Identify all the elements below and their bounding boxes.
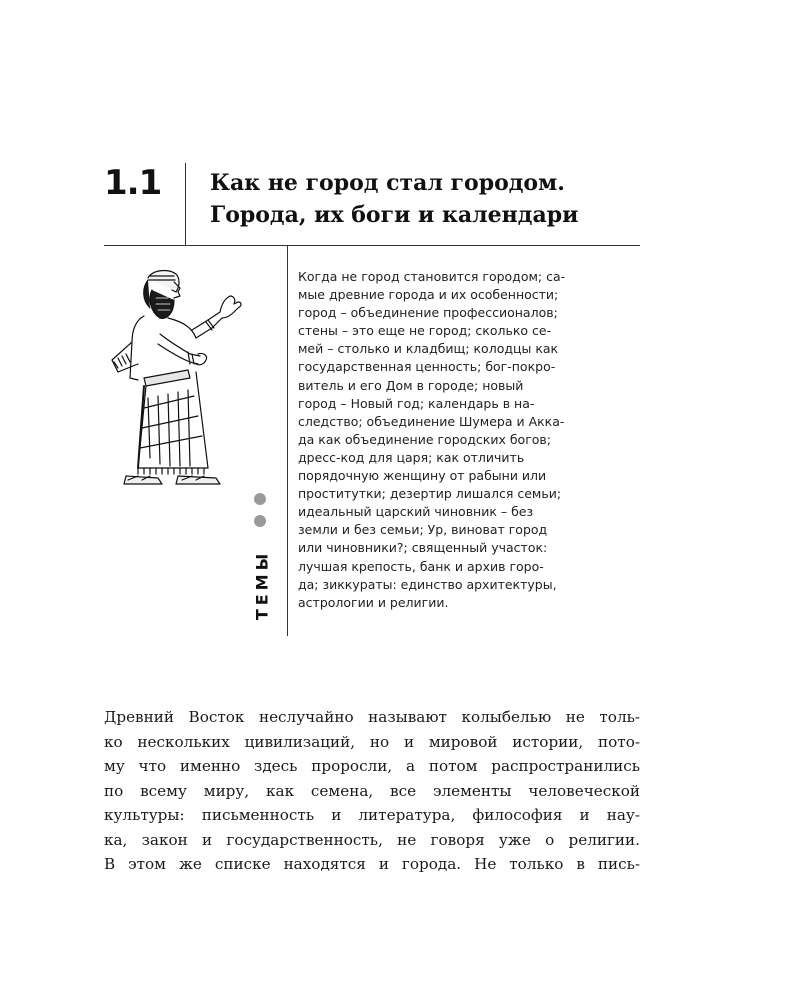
topics-line: проститутки; дезертир лишался семьи; bbox=[298, 486, 562, 502]
topics-line: государственная ценность; бог-покро- bbox=[298, 359, 556, 375]
topics-line: дресс-код для царя; как отличить bbox=[298, 449, 525, 465]
header-divider-vertical bbox=[185, 163, 186, 245]
topics-line: город – объединение профессионалов; bbox=[298, 305, 558, 321]
topics-list bbox=[298, 268, 643, 612]
body-line: по всему миру, как семена, все элементы человеческой bbox=[104, 781, 640, 800]
chapter-number: 1.1 bbox=[104, 163, 162, 203]
topics-divider-vertical bbox=[287, 246, 288, 636]
body-paragraph bbox=[104, 705, 640, 877]
topics-line: порядочную женщину от рабыни или bbox=[298, 468, 547, 484]
topics-line: витель и его Дом в городе; новый bbox=[298, 377, 524, 393]
topics-line: да как объединение городских богов; bbox=[298, 431, 551, 447]
topics-line: или чиновники?; священный участок: bbox=[298, 540, 548, 556]
topics-line: стены – это еще не город; сколько се- bbox=[298, 323, 552, 339]
chapter-title-line: Как не город стал городом. bbox=[210, 170, 565, 196]
topics-line: мые древние города и их особенности; bbox=[298, 287, 559, 303]
topics-line: город – Новый год; календарь в на- bbox=[298, 395, 535, 411]
topics-line: идеальный царский чиновник – без bbox=[298, 504, 534, 520]
body-line: В этом же списке находятся и города. Не только в пись- bbox=[104, 855, 640, 873]
decorative-dot bbox=[254, 493, 266, 505]
topics-label: ТЕМЫ bbox=[252, 549, 272, 621]
assyrian-figure-illustration bbox=[108, 268, 248, 492]
topics-line: земли и без семьи; Ур, виноват город bbox=[298, 522, 548, 538]
body-line: ка, закон и государственность, не говоря уже о религии. bbox=[104, 830, 640, 849]
body-line: му что именно здесь проросли, а потом распространились bbox=[104, 757, 640, 775]
topics-line: да; зиккураты: единство архитектуры, bbox=[298, 576, 557, 592]
topics-line: Когда не город становится городом; са- bbox=[298, 269, 566, 284]
body-line: Древний Восток неслучайно называют колыбелью не толь- bbox=[104, 708, 640, 726]
topics-line: мей – столько и кладбищ; колодцы как bbox=[298, 341, 559, 357]
header-divider-horizontal bbox=[104, 245, 640, 246]
body-line: ко нескольких цивилизаций, но и мировой истории, пото- bbox=[104, 732, 640, 751]
topics-line: астрологии и религии. bbox=[298, 594, 449, 610]
topics-line: следство; объединение Шумера и Акка- bbox=[298, 413, 565, 429]
chapter-title bbox=[210, 167, 578, 231]
chapter-title-line: Города, их боги и календари bbox=[210, 202, 579, 228]
body-line: культуры: письменность и литература, философия и нау- bbox=[104, 806, 640, 824]
topics-line: лучшая крепость, банк и архив горо- bbox=[298, 558, 544, 574]
decorative-dot bbox=[254, 515, 266, 527]
